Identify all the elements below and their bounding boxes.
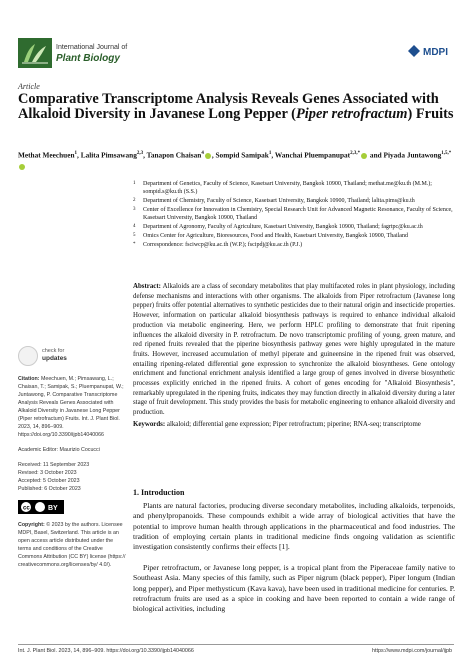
- published-date: Published: 6 October 2023: [18, 486, 81, 492]
- abstract-label: Abstract:: [133, 283, 161, 290]
- affiliation-text: Center of Excellence for Innovation in Chemistry, Special Research Unit for Advanced Magnetic Resonance, Faculty of Science, Kasetsart University, Bangkok 10900, Thailand: [143, 207, 453, 221]
- author-affiliation-marker: 4: [201, 151, 204, 156]
- author-separator: ,: [211, 150, 216, 160]
- mdpi-logo-text: MDPI: [423, 47, 448, 58]
- abstract-text: Alkaloids are a class of secondary metabolites that play multifaceted roles in plant physiology, including defense mechanisms and interactions with other organisms. The alkaloids from Piper retrofractum (Javanese long pepper) fruits offer potential alternatives to synthetic pesticides due to their natural origin and insecticide properties. However, information on particular alkaloid biosynthesis pathways is required to enhance individual alkaloid production via metabolic engineering. Here, we perform HPLC profiling to demonstrate that fruit ripening influences the alkaloid diversity in P. retrofractum. De novo transcriptomic profiling of young, green mature, and red ripened fruits revealed that the piperine biosynthesis pathway genes were highly upregulated in the mature fruits. However, increased accumulation of methyl piperate and guineensine in the ripened fruit was observed, entailing ripening-related differential gene expression to synchronize the alkaloid biosyntheses. Gene ontology enrichment and functional enrichment analysis identified a large group of genes involved in diverse biosynthetic processes explicitly enriched in the ripened fruits. A cohort of genes encoding for "Alkaloid Biosynthesis", remarkably upregulated in the ripening fruits, indicates they may function directly in alkaloid diversity during a later stage of fruit development. This study provides the basis for metabolic engineering to enhance alkaloid diversity and production.: [133, 283, 455, 417]
- copyright-text: © 2023 by the authors. Licensee MDPI, Basel, Switzerland. This article is an open access article distributed under the terms and conditions of the Creative Commons Attribution (CC BY) license (https:// creativecommons.org/licenses/by/ 4.0/).: [18, 522, 126, 568]
- affiliation-item: [133, 197, 453, 205]
- affiliation-item: [133, 241, 453, 249]
- title-species: Piper retrofractum: [295, 106, 408, 122]
- affiliation-number: 2: [133, 198, 136, 203]
- author-affiliation-marker: 1: [74, 151, 78, 156]
- affiliation-number: 4: [133, 224, 136, 229]
- author-name: Lalita Pimsawang: [80, 150, 137, 160]
- author-name: Methat Meechuen: [18, 150, 75, 160]
- author-name: Sompid Samipak: [215, 150, 269, 160]
- article-type: Article: [18, 82, 40, 91]
- citation-block: [18, 375, 126, 439]
- citation-label: Citation:: [18, 376, 40, 382]
- introduction-paragraph-1: Plants are natural factories, producing diverse secondary metabolites, including alkaloids, terpenoids, and phenylpropanoids. These compounds exhibit a wide array of biological activities that have the potential to improve human health through applications in the pharmaceutical and food industries. The tradition of employing certain plants in traditional medicine finds ongoing validation as scientific investigation consistently confirms their effects [1].: [133, 501, 455, 552]
- title-part1: Comparative Transcriptome Analysis Reveals Genes Associated with Alkaloid Diversity in Javanese Long Pepper (: [18, 91, 439, 122]
- mdpi-logo[interactable]: [406, 44, 452, 58]
- cc-by-license-icon[interactable]: [18, 500, 64, 514]
- copyright-block: [18, 521, 126, 569]
- affiliation-item: [133, 232, 453, 240]
- keywords: [133, 420, 455, 430]
- journal-logo: [18, 38, 52, 68]
- check-for-updates-button[interactable]: [18, 346, 88, 368]
- affiliation-number: *: [133, 242, 136, 247]
- check-updates-line2: updates: [42, 355, 67, 362]
- affiliation-text: Department of Genetics, Faculty of Science, Kasetsart University, Bangkok 10900, Thailand; methat.me@ku.th (M.M.); sompid.s@ku.th (S.S.): [143, 181, 432, 195]
- keywords-text: alkaloid; differential gene expression; Piper retrofractum; piperine; RNA-seq; transcriptome: [166, 421, 421, 428]
- footer-divider: [18, 644, 454, 645]
- affiliation-number: 1: [133, 181, 136, 186]
- author-separator: ,: [271, 150, 275, 160]
- editor-label: Academic Editor:: [18, 447, 59, 453]
- revised-date: Revised: 3 October 2023: [18, 470, 77, 476]
- footer-journal-link[interactable]: https://www.mdpi.com/journal/ijpb: [372, 648, 452, 654]
- editor-name: Maurizio Cocucci: [59, 447, 100, 453]
- keywords-label: Keywords:: [133, 421, 166, 428]
- journal-name-line1: International Journal of: [56, 44, 128, 51]
- affiliations: [133, 180, 453, 250]
- orcid-icon[interactable]: [205, 153, 211, 159]
- author-affiliation-marker: 1,5,*: [441, 151, 452, 156]
- author-name: Tanapon Chaisan: [146, 150, 202, 160]
- received-date: Received: 11 September 2023: [18, 462, 90, 468]
- author-list: [18, 148, 458, 171]
- affiliation-text: Omics Center for Agriculture, Bioresources, Food and Health, Kasetsart University, Bangkok 10900, Thailand: [143, 233, 408, 239]
- footer-citation[interactable]: Int. J. Plant Biol. 2023, 14, 896–909. https://doi.org/10.3390/ijpb14040066: [18, 648, 194, 654]
- author-name: Wanchai Pluempanupat: [274, 150, 351, 160]
- affiliation-text: Department of Chemistry, Faculty of Science, Kasetsart University, Bangkok 10900, Thailand; lalita.pims@ku.th: [143, 198, 415, 204]
- author-affiliation-marker: 2,3: [136, 151, 144, 156]
- title-part2: ) Fruits: [407, 106, 454, 122]
- orcid-icon[interactable]: [19, 164, 25, 170]
- author-separator: ,: [77, 150, 81, 160]
- article-sidebar: [18, 375, 126, 576]
- check-updates-icon: [18, 346, 38, 366]
- editor-block: [18, 446, 126, 454]
- abstract: [133, 282, 455, 418]
- author-name: and Piyada Juntawong: [369, 150, 442, 160]
- affiliation-text: Department of Agronomy, Faculty of Agriculture, Kasetsart University, Bangkok 10900, Thailand; fagrtpc@ku.ac.th: [143, 224, 423, 230]
- svg-text:cc: cc: [23, 505, 30, 512]
- affiliation-number: 5: [133, 233, 136, 238]
- affiliation-text: Correspondence: fsciwcp@ku.ac.th (W.P.); fscipdj@ku.ac.th (P.J.): [143, 242, 303, 248]
- svg-text:BY: BY: [48, 505, 58, 512]
- introduction-paragraph-2: Piper retrofractum, or Javanese long pepper, is a tropical plant from the Piperaceae family native to Southeast Asia. Many species of this family, such as Piper nigrum (black pepper), Piper longum (Indian long pepper), and Piper methysticum (Kava kava), have been used in traditional medicine for centuries. P. retrofractum fruits are used as a spice in cooking and have been reported to contain a wide range of biological activities, including: [133, 563, 455, 614]
- introduction-heading: 1. Introduction: [133, 488, 185, 497]
- citation-text: Meechuen, M.; Pimsawang, L.; Chaisan, T.; Samipak, S.; Pluempanupat, W.; Juntawong, P. Comparative Transcriptome Analysis Reveals Genes Associated with Alkaloid Diversity in Javanese Long Pepper (Piper retrofractum) Fruits. Int. J. Plant Biol. 2023, 14, 896–909. https://doi.org/10.3390/ijpb14040066: [18, 376, 124, 438]
- affiliation-number: 3: [133, 207, 136, 212]
- check-updates-line1: check for: [42, 348, 65, 354]
- affiliation-item: [133, 206, 453, 222]
- affiliation-item: [133, 180, 453, 196]
- journal-name-line2: Plant Biology: [56, 53, 120, 64]
- accepted-date: Accepted: 5 October 2023: [18, 478, 80, 484]
- author-separator: ,: [143, 150, 147, 160]
- affiliation-item: [133, 223, 453, 231]
- orcid-icon[interactable]: [361, 153, 367, 159]
- author-affiliation-marker: 1: [268, 151, 272, 156]
- copyright-label: Copyright:: [18, 522, 45, 528]
- author-affiliation-marker: 2,3,*: [350, 151, 361, 156]
- article-title: [18, 92, 458, 122]
- dates-block: [18, 461, 126, 493]
